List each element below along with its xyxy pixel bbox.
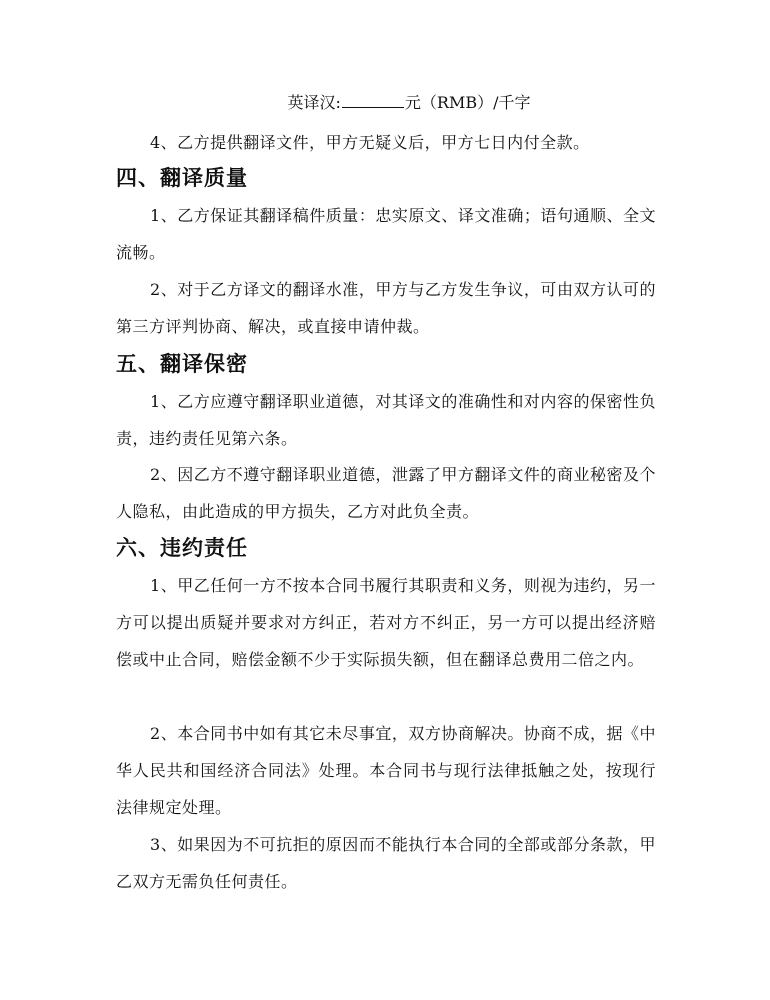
quality-clause-2: 2、对于乙方译文的翻译水准，甲方与乙方发生争议，可由双方认可的第三方评判协商、解决，或直接申请仲裁。 [116,280,656,336]
liability-clause-1: 1、甲乙任何一方不按本合同书履行其职责和义务，则视为违约，另一方可以提出质疑并要求对方纠正，若对方不纠正，另一方可以提出经济赔偿或中止合同，赔偿金额不少于实际损失额，但在翻译总费用二倍之内。 [116,576,656,669]
payment-clause-4: 4、乙方提供翻译文件，甲方无疑义后，甲方七日内付全款。 [150,133,590,152]
liability-clause-2: 2、本合同书中如有其它未尽事宜，双方协商解决。协商不成，据《中华人民共和国经济合同法》处理。本合同书与现行法律抵触之处，按现行法律规定处理。 [116,724,656,817]
translation-rate-line [0,91,770,115]
rate-unit: 元（RMB）/千字 [404,93,531,112]
section-heading-translation-quality: 四、翻译质量 [116,166,248,190]
rate-blank [342,92,404,108]
section-heading-confidentiality: 五、翻译保密 [116,352,248,376]
quality-clause-1: 1、乙方保证其翻译稿件质量：忠实原文、译文准确；语句通顺、全文流畅。 [116,206,656,262]
section-heading-breach-liability: 六、违约责任 [116,536,248,560]
confidentiality-clause-2: 2、因乙方不遵守翻译职业道德，泄露了甲方翻译文件的商业秘密及个人隐私，由此造成的甲方损失，乙方对此负全责。 [116,465,656,521]
rate-label: 英译汉: [287,93,341,112]
liability-clause-3: 3、如果因为不可抗拒的原因而不能执行本合同的全部或部分条款，甲乙双方无需负任何责任。 [116,835,656,891]
confidentiality-clause-1: 1、乙方应遵守翻译职业道德，对其译文的准确性和对内容的保密性负责，违约责任见第六条。 [116,392,656,448]
